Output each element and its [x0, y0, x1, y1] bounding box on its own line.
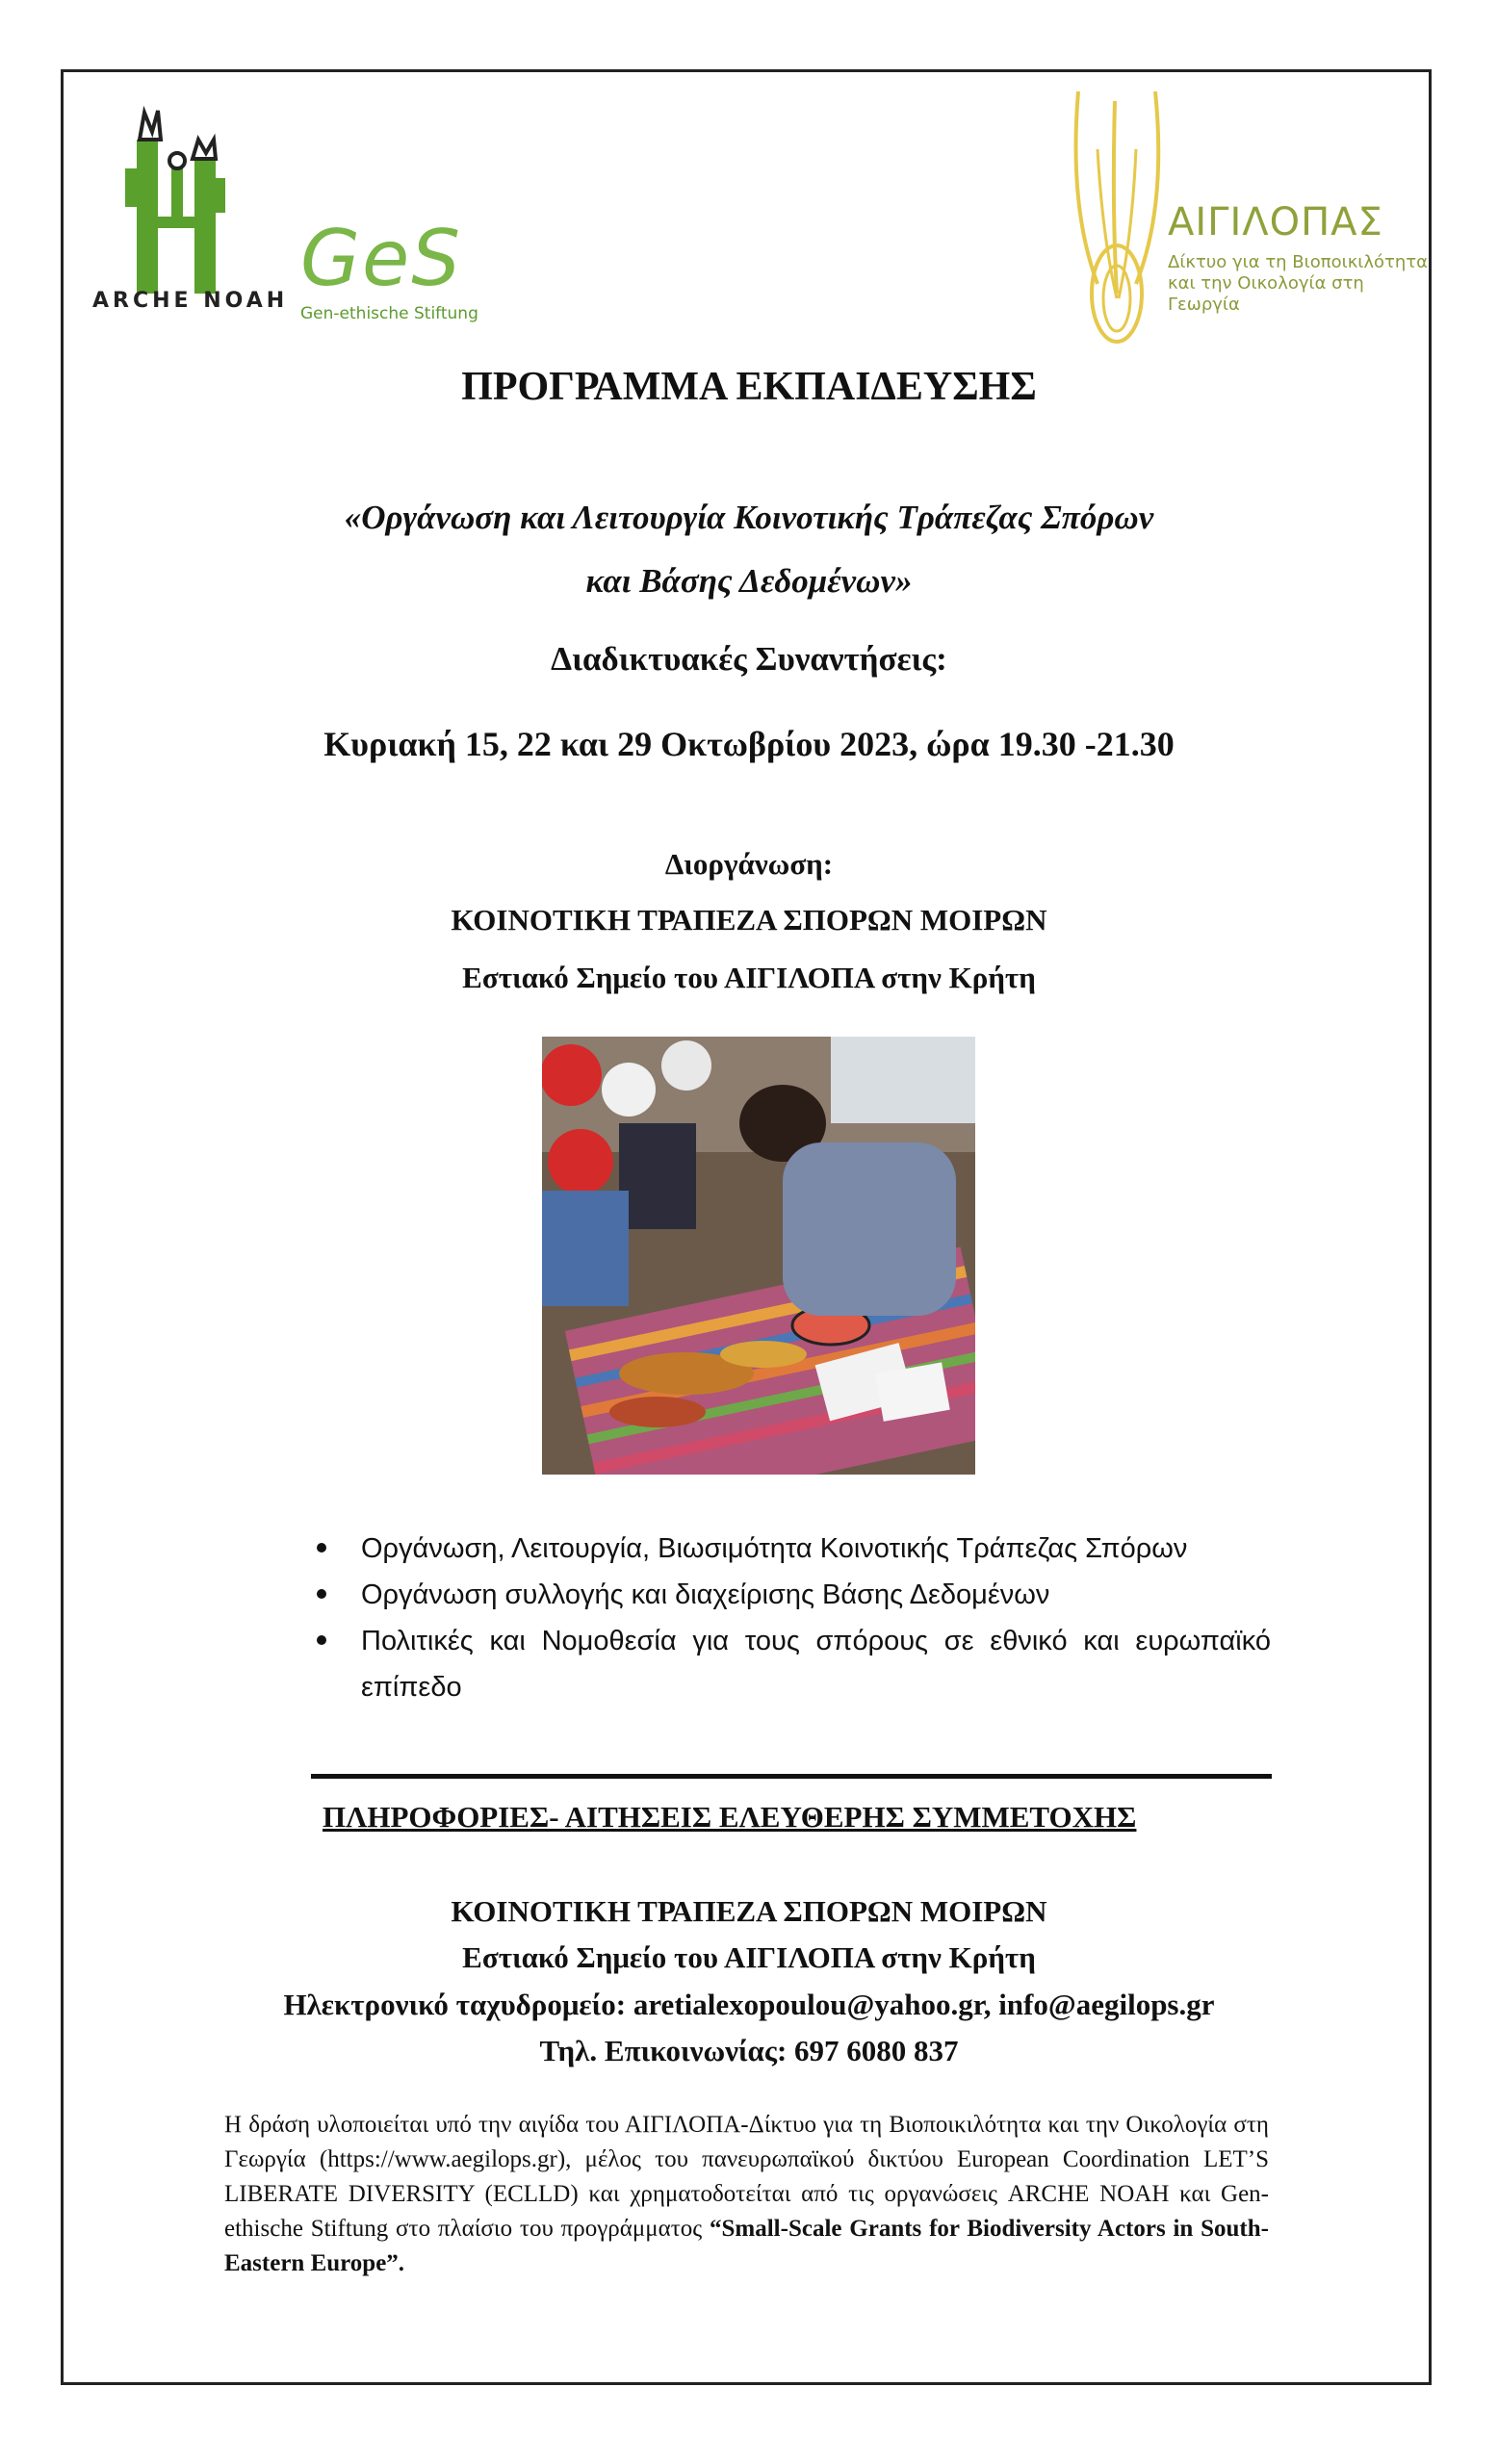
bullet-icon — [317, 1543, 326, 1553]
list-item: Οργάνωση, Λειτουργία, Βιωσιμότητα Κοινοτικής Τράπεζας Σπόρων — [313, 1526, 1271, 1572]
aigilopas-subtitle: Δίκτυο για τη Βιοποικιλότητα και την Οικολογία στη Γεωργία — [1168, 252, 1428, 315]
contact-name: ΚΟΙΝΟΤΙΚΗ ΤΡΑΠΕΖΑ ΣΠΟΡΩΝ ΜΟΙΡΩΝ — [451, 1894, 1047, 1928]
arche-noah-wordmark: ARCHE NOAH — [92, 289, 289, 313]
program-subtitle — [0, 486, 1498, 613]
ges-logo: GeS — [300, 214, 462, 303]
contact-phone: Τηλ. Επικοινωνίας: 697 6080 837 — [539, 2034, 959, 2067]
seed-exchange-photo — [542, 1037, 975, 1475]
list-item: Πολιτικές και Νομοθεσία για τους σπόρους σε εθνικό και ευρωπαϊκό επίπεδο — [313, 1618, 1271, 1710]
bullet-icon — [317, 1635, 326, 1645]
funding-note — [224, 2108, 1269, 2281]
page-title: ΠΡΟΓΡΑΜΜΑ ΕΚΠΑΙΔΕΥΣΗΣ — [461, 365, 1037, 409]
list-item: Οργάνωση συλλογής και διαχείρισης Βάσης Δεδομένων — [313, 1572, 1271, 1618]
bullet-icon — [317, 1589, 326, 1599]
section-divider — [311, 1774, 1272, 1779]
contact-email: Ηλεκτρονικό ταχυδρομείο: aretialexopoulou@yahoo.gr, info@aegilops.gr — [283, 1988, 1215, 2021]
funding-program: “Small-Scale Grants for Biodiversity Actors in South-Eastern Europe”. — [224, 2216, 1269, 2276]
aigilopas-name: ΑΙΓΙΛΟΠΑΣ — [1168, 200, 1383, 244]
ges-subtitle: Gen-ethische Stiftung — [300, 304, 478, 323]
organizer-focal-point: Εστιακό Σημείο του ΑΙΓΙΛΟΠΑ στην Κρήτη — [462, 961, 1036, 994]
meeting-dates: Κυριακή 15, 22 και 29 Οκτωβρίου 2023, ώρα 19.30 -21.30 — [323, 725, 1175, 763]
meetings-label: Διαδικτυακές Συναντήσεις: — [551, 640, 947, 678]
contact-focal-point: Εστιακό Σημείο του ΑΙΓΙΛΟΠΑ στην Κρήτη — [462, 1940, 1036, 1974]
organizer-label: Διοργάνωση: — [664, 847, 834, 881]
info-heading: ΠΛΗΡΟΦΟΡΙΕΣ- ΑΙΤΗΣΕΙΣ ΕΛΕΥΘΕΡΗΣ ΣΥΜΜΕΤΟΧΗΣ — [323, 1800, 1137, 1834]
topics-list — [313, 1526, 1271, 1710]
organizer-name: ΚΟΙΝΟΤΙΚΗ ΤΡΑΠΕΖΑ ΣΠΟΡΩΝ ΜΟΙΡΩΝ — [451, 903, 1047, 937]
subtitle-line-1: «Οργάνωση και Λειτουργία Κοινοτικής Τράπεζας Σπόρων — [344, 499, 1154, 536]
subtitle-line-2: και Βάσης Δεδομένων» — [585, 562, 913, 600]
funding-text: Η δράση υλοποιείται υπό την αιγίδα του ΑΙΓΙΛΟΠΑ-Δίκτυο για τη Βιοποικιλότητα και την Οικολογία στη Γεωργία (https://www.aegilops.gr), μέλος του πανευρωπαϊκού δικτύου European Coordination LET’S LIBERATE DIVERSITY (ECLLD) και χρηματοδοτείται από τις οργανώσεις ARCHE NOAH και Gen-ethische Stiftung στο πλαίσιο του προγράμματος — [224, 2112, 1269, 2242]
aigilopas-logo — [1059, 91, 1175, 346]
